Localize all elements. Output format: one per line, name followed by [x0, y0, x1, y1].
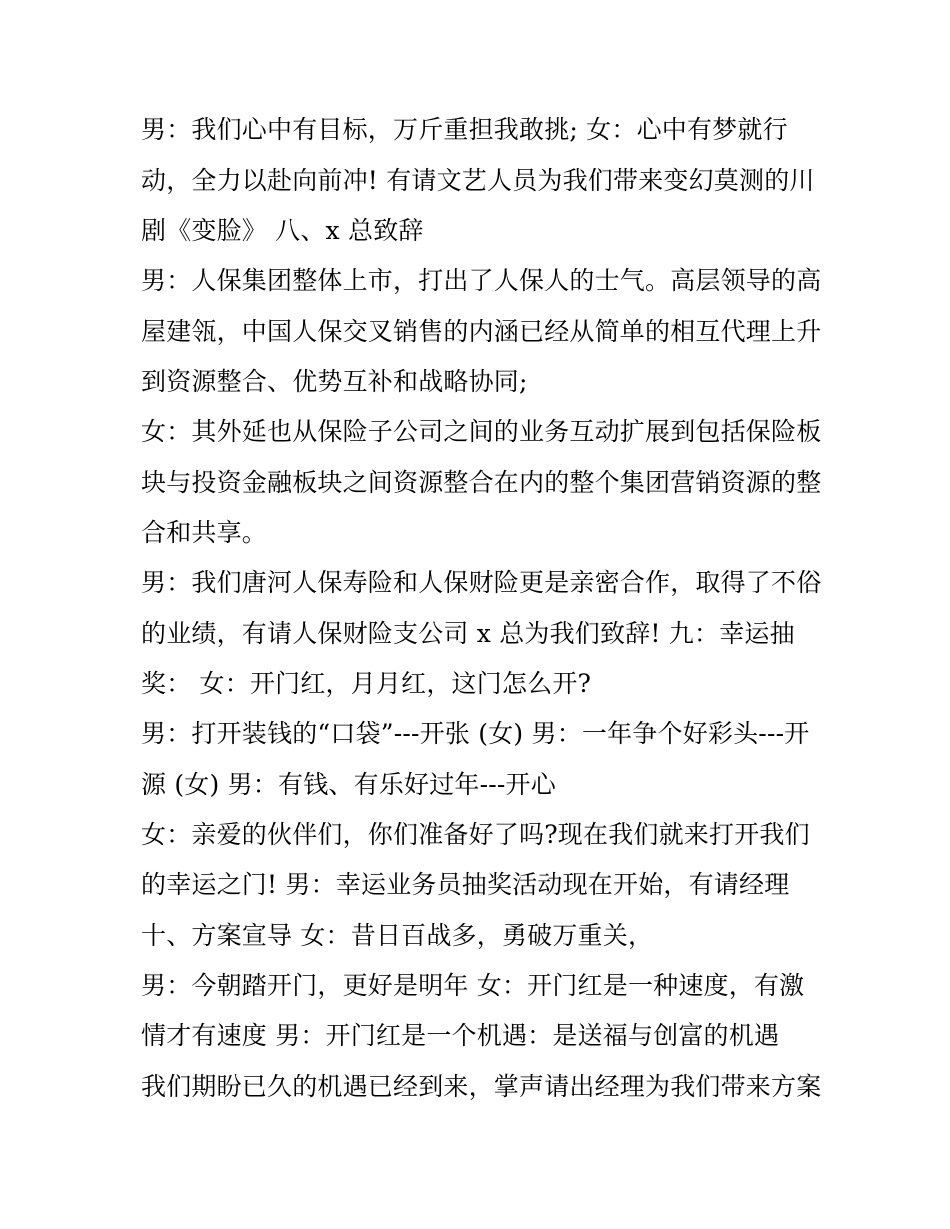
text-line: 我们期盼已久的机遇已经到来，掌声请出经理为我们带来方案 — [141, 1072, 822, 1101]
text-line: 动，全力以赴向前冲! 有请文艺人员为我们带来变幻莫测的川 — [141, 166, 815, 195]
text-line: 合和共享。 — [141, 518, 268, 547]
text-line: 女：亲爱的伙伴们，你们准备好了吗?现在我们就来打开我们 — [141, 820, 810, 849]
text-line: 男：打开装钱的“口袋”---开张 (女) 男：一年争个好彩头---开 — [141, 719, 810, 748]
text-line: 情才有速度 男：开门红是一个机遇：是送福与创富的机遇 — [141, 1021, 780, 1050]
text-line: 的幸运之门! 男：幸运业务员抽奖活动现在开始，有请经理 — [141, 870, 790, 899]
text-line: 剧《变脸》 八、x 总致辞 — [141, 216, 424, 245]
text-line: 奖： 女：开门红，月月红，这门怎么开? — [141, 669, 592, 698]
text-line: 女：其外延也从保险子公司之间的业务互动扩展到包括保险板 — [141, 417, 822, 446]
text-line: 屋建瓴，中国人保交叉销售的内涵已经从简单的相互代理上升 — [141, 317, 822, 346]
text-line: 十、方案宣导 女：昔日百战多，勇破万重关， — [141, 921, 654, 950]
text-line: 源 (女) 男：有钱、有乐好过年---开心 — [141, 770, 556, 799]
text-line: 块与投资金融板块之间资源整合在内的整个集团营销资源的整 — [141, 468, 822, 497]
text-line: 男：今朝踏开门，更好是明年 女：开门红是一种速度，有激 — [141, 971, 805, 1000]
text-line: 男：我们心中有目标，万斤重担我敢挑; 女：心中有梦就行 — [141, 115, 788, 144]
text-line: 的业绩，有请人保财险支公司 x 总为我们致辞! 九：幸运抽 — [141, 619, 795, 648]
text-line: 男：我们唐河人保寿险和人保财险更是亲密合作，取得了不俗 — [141, 568, 822, 597]
text-line: 到资源整合、优势互补和战略协同; — [141, 367, 528, 396]
text-line: 男：人保集团整体上市，打出了人保人的士气。高层领导的高 — [141, 266, 822, 295]
